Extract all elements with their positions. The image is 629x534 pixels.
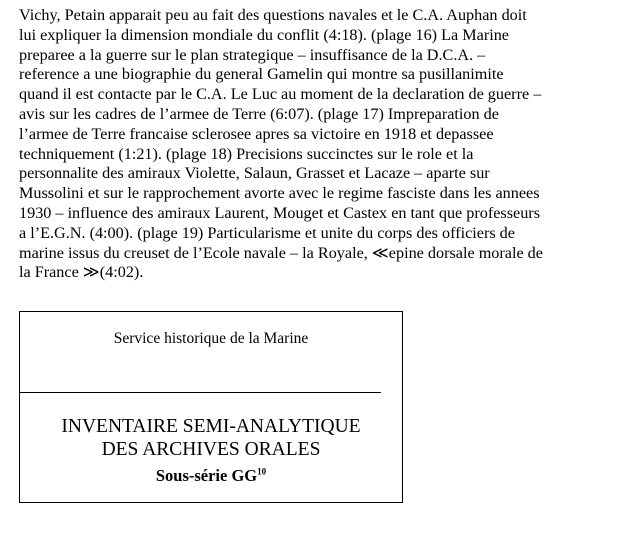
paragraph-line: marine issus du creuset de l’Ecole navale – la Royale, ≪epine dorsale morale de (19, 243, 543, 262)
paragraph-line: l’armee de Terre francaise sclerosee apres sa victoire en 1918 et depassee (19, 124, 494, 143)
service-name: Service historique de la Marine (113, 330, 309, 347)
paragraph-line: quand il est contacte par le C.A. Le Luc au moment de la declaration de guerre – (19, 85, 542, 104)
paragraph-line: techniquement (1:21). (plage 18) Precisions succinctes sur le role et la (19, 144, 474, 163)
subseries-label (20, 466, 402, 486)
inventory-header-box (19, 311, 403, 503)
paragraph-line: lui expliquer la dimension mondiale du conflit (4:18). (plage 16) La Marine (19, 25, 509, 44)
paragraph-line: preparee a la guerre sur le plan strategique – insuffisance de la D.C.A. – (19, 45, 486, 64)
paragraph-line: Vichy, Petain apparait peu au fait des questions navales et le C.A. Auphan doit (19, 6, 527, 24)
paragraph-line: reference a une biographie du general Gamelin qui montre sa pusillanimite (19, 65, 504, 84)
subseries-text: Sous-série GG (155, 466, 258, 485)
paragraph-line: personnalite des amiraux Violette, Salaun, Grasset et Lacaze – aparte sur (19, 164, 490, 183)
paragraph-line: a l’E.G.N. (4:00). (plage 19) Particularisme et unite du corps des officiers de (19, 223, 515, 242)
body-paragraph (19, 6, 619, 283)
inventory-title-line-1: INVENTAIRE SEMI-ANALYTIQUE (61, 416, 361, 437)
paragraph-line: Mussolini et sur le rapprochement avorte avec le regime fasciste dans les annees (19, 184, 540, 203)
subseries-number: 10 (257, 466, 267, 477)
header-divider (20, 392, 381, 393)
inventory-title-line-2: DES ARCHIVES ORALES (101, 439, 321, 460)
paragraph-line: 1930 – influence des amiraux Laurent, Mouget et Castex en tant que professeurs (19, 203, 540, 222)
paragraph-line: avis sur les cadres de l’armee de Terre (6:07). (plage 17) Impreparation de (19, 104, 499, 123)
paragraph-line: la France ≫(4:02). (19, 263, 144, 282)
